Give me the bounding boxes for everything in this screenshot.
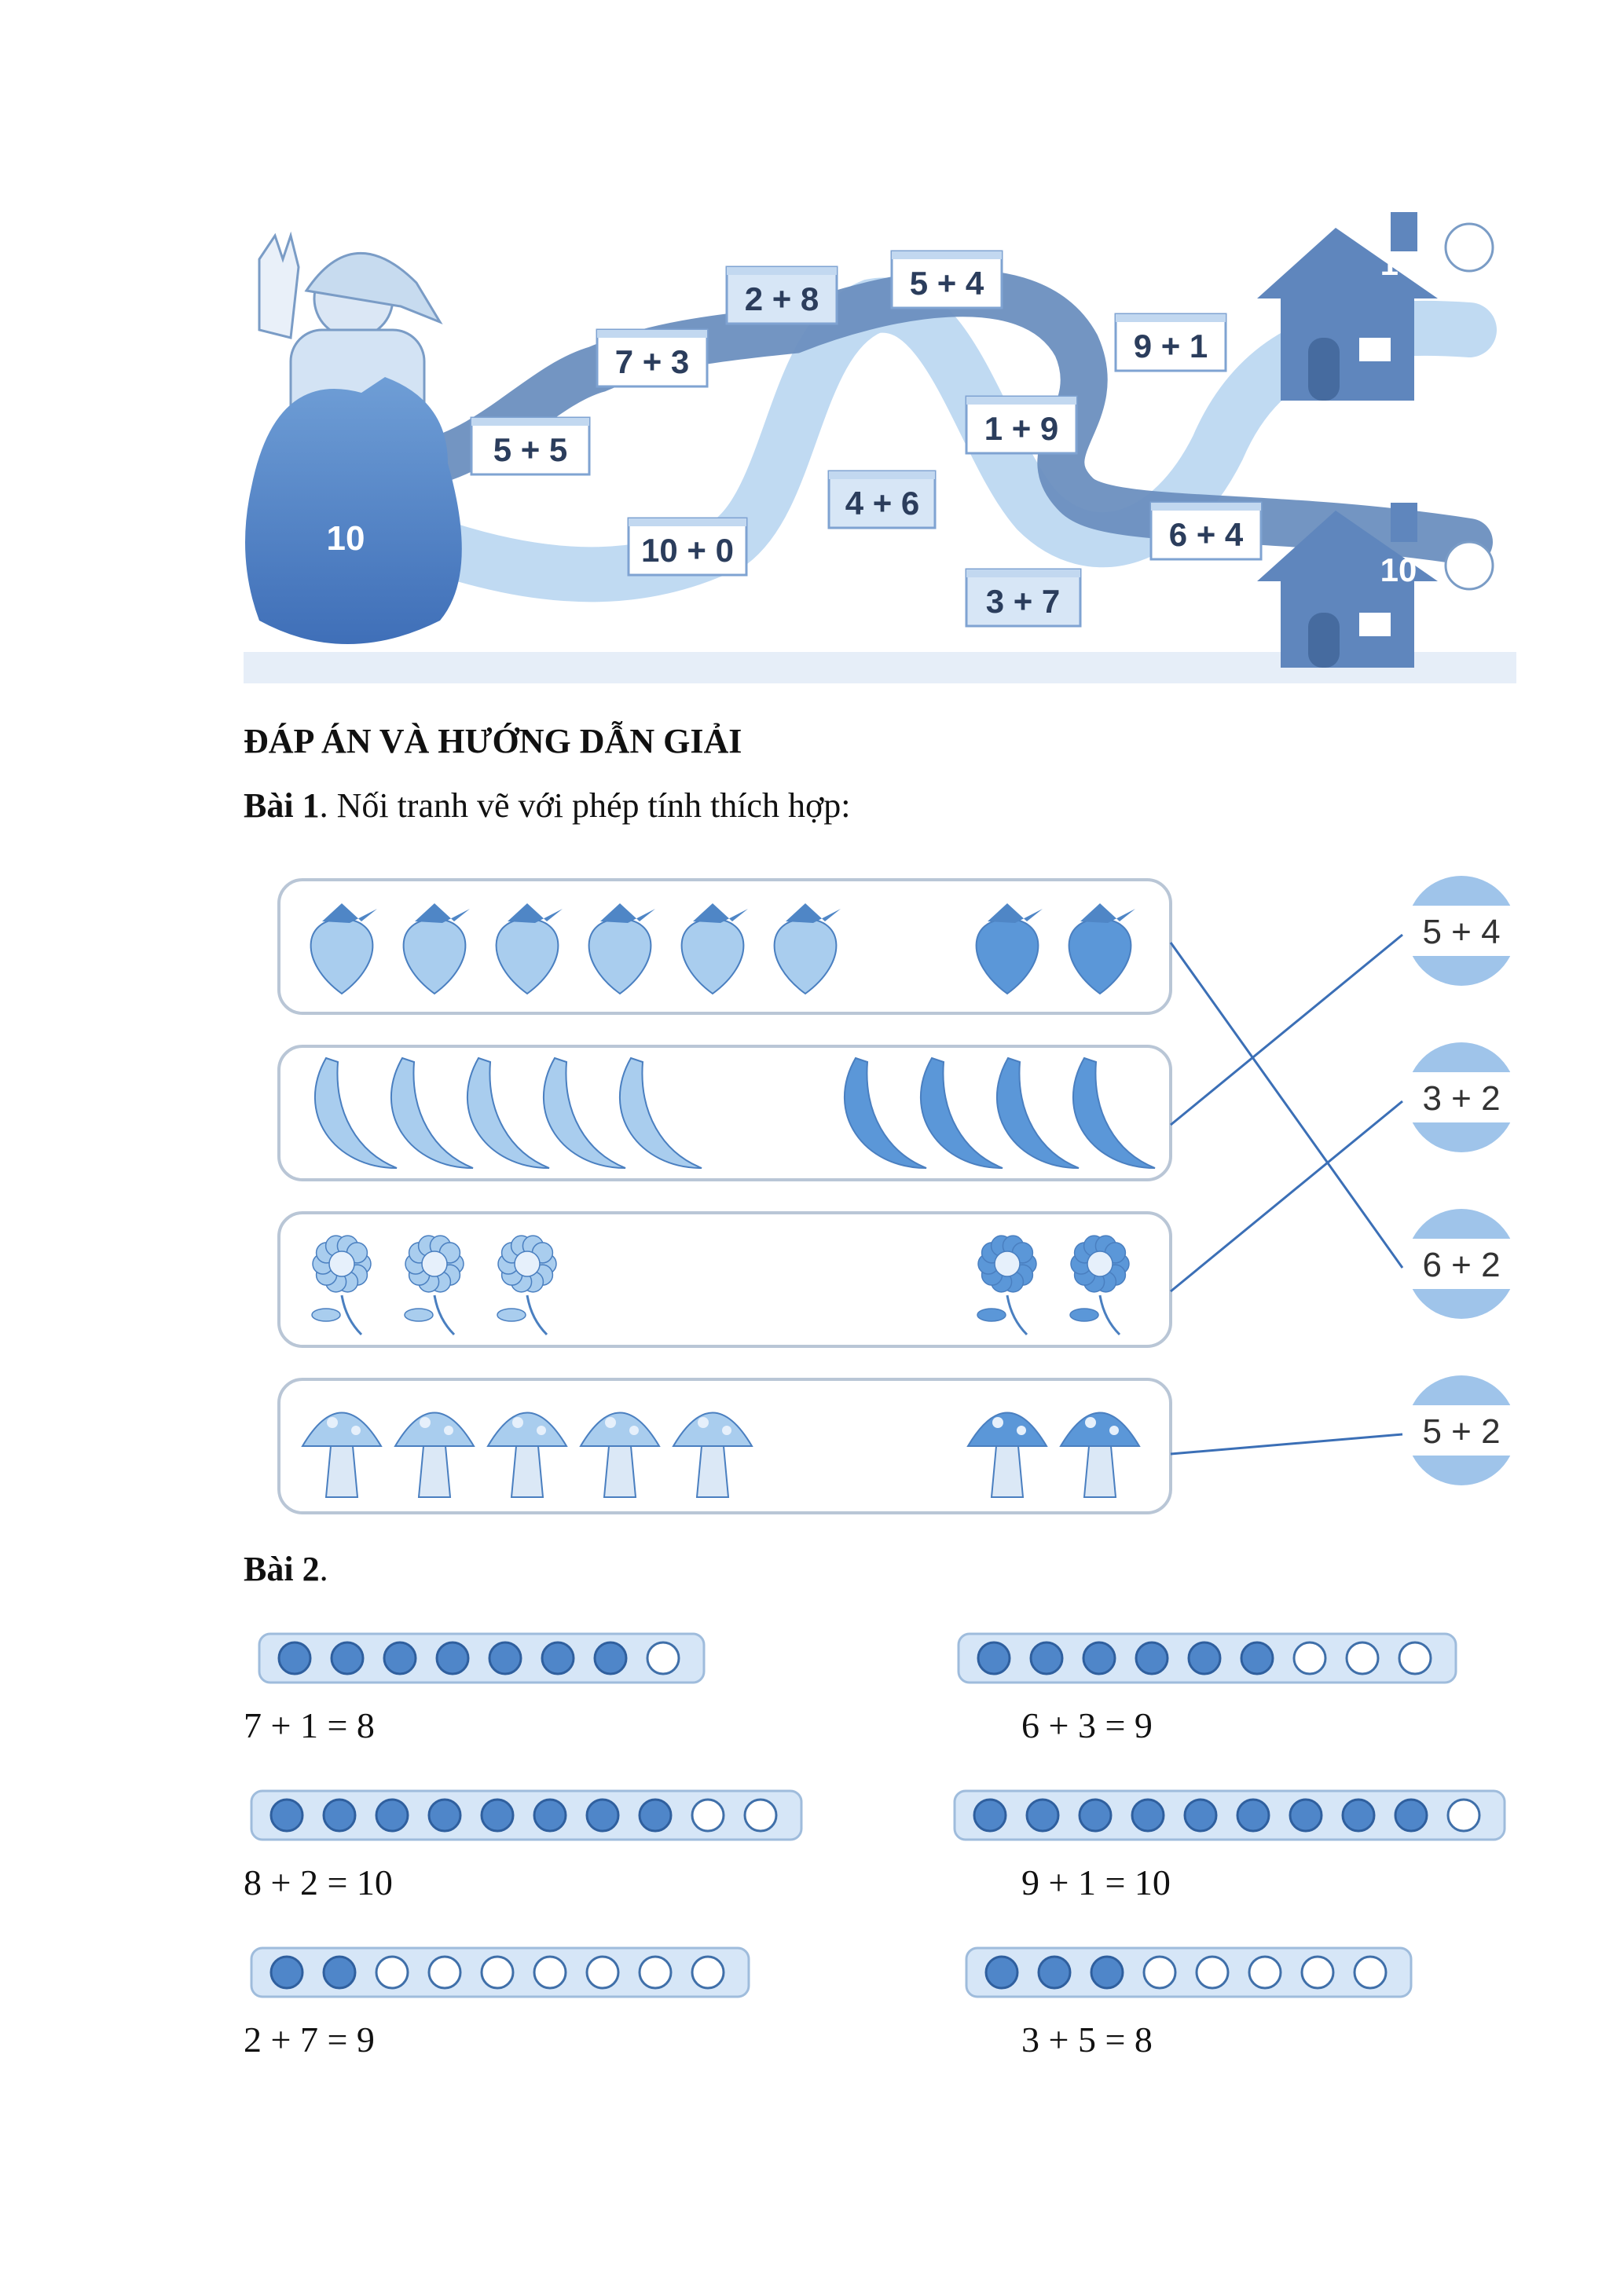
gift-box [892,251,1002,308]
gift-box-label: 4 + 6 [845,485,920,522]
gift-box-label: 1 + 9 [984,410,1059,447]
bead-filled [534,1800,566,1831]
bead-empty [745,1800,776,1831]
gift-box [966,569,1080,626]
gift-box [1116,314,1226,371]
bead-filled [1343,1800,1374,1831]
bead-empty [376,1957,408,1988]
bead-bar [259,1634,704,1683]
bead-empty [647,1642,679,1674]
bead-filled [482,1800,513,1831]
bead-empty [587,1957,618,1988]
bead-bar [966,1948,1411,1997]
bead-empty [429,1957,460,1988]
expression-label: 3 + 2 [1422,1079,1501,1118]
bead-filled [542,1642,574,1674]
equation: 3 + 5 = 8 [1021,2020,1153,2060]
equation: 2 + 7 = 9 [244,2020,375,2060]
bead-filled [332,1642,363,1674]
bead-empty [692,1957,724,1988]
gift-box-label: 9 + 1 [1133,328,1208,364]
bead-empty [692,1800,724,1831]
bead-filled [324,1800,355,1831]
gift-box [829,471,935,528]
bead-bar [955,1791,1505,1840]
bead-bar [251,1948,749,1997]
bead-empty [1399,1642,1431,1674]
bai1-matching-exercise [236,864,1524,1524]
equation: 7 + 1 = 8 [244,1705,375,1745]
maze-illustration [244,212,1516,699]
gift-box [471,418,589,474]
bead-filled [384,1642,416,1674]
bead-filled [1091,1957,1123,1988]
gift-box [966,397,1076,453]
bead-filled [1136,1642,1168,1674]
bai2-suffix: . [319,1550,328,1588]
bead-bar [959,1634,1456,1683]
bai1-label: Bài 1 [244,786,320,825]
bead-empty [534,1957,566,1988]
match-line [1171,935,1402,1125]
bead-filled [986,1957,1017,1988]
bead-filled [437,1642,468,1674]
expression-label: 5 + 2 [1422,1412,1501,1451]
bead-filled [271,1957,302,1988]
match-line [1171,1101,1402,1291]
bead-filled [376,1800,408,1831]
house-bottom-label: 10 [1380,551,1417,588]
bead-empty [1144,1957,1175,1988]
bai2-label: Bài 2 [244,1550,320,1588]
bead-filled [1189,1642,1220,1674]
bead-filled [1290,1800,1322,1831]
gift-box [629,518,746,575]
bead-empty [1249,1957,1281,1988]
bead-filled [1083,1642,1115,1674]
gift-box-label: 10 + 0 [641,532,734,569]
sack-label: 10 [326,519,365,558]
expression-label: 6 + 2 [1422,1246,1501,1284]
bead-filled [1039,1957,1070,1988]
bead-filled [1185,1800,1216,1831]
bead-filled [324,1957,355,1988]
bead-filled [1241,1642,1273,1674]
bai1-instruction-text: . Nối tranh vẽ với phép tính thích hợp: [319,786,851,825]
bead-bar [251,1791,801,1840]
expression-circle[interactable] [1405,1209,1518,1319]
bead-filled [1132,1800,1164,1831]
bead-empty [1294,1642,1325,1674]
bai1-instruction [244,785,850,826]
house-top-label: 10 [1380,245,1417,282]
equation: 6 + 3 = 9 [1021,1705,1153,1745]
bai2-bead-bars [236,1610,1540,2097]
bead-filled [489,1642,521,1674]
sack [245,377,462,644]
gift-box-label: 6 + 4 [1168,516,1244,553]
expression-circle[interactable] [1405,1375,1518,1485]
gift-box [727,267,837,324]
bead-empty [1448,1800,1479,1831]
gift-box-label: 3 + 7 [985,583,1061,620]
bai2-heading [244,1549,328,1589]
gift-box [1151,503,1261,559]
bead-empty [640,1957,671,1988]
bead-filled [595,1642,626,1674]
gift-box-label: 7 + 3 [614,343,690,380]
bead-filled [587,1800,618,1831]
gift-box-label: 5 + 5 [493,431,568,468]
bead-empty [1197,1957,1228,1988]
equation: 9 + 1 = 10 [1021,1862,1171,1902]
gift-box-label: 5 + 4 [909,265,984,302]
bead-empty [1302,1957,1333,1988]
match-line [1171,943,1402,1268]
equation: 8 + 2 = 10 [244,1862,393,1902]
bead-filled [1237,1800,1269,1831]
bead-filled [271,1800,302,1831]
expression-label: 5 + 4 [1422,913,1501,951]
match-line [1171,1434,1402,1454]
expression-circle[interactable] [1405,876,1518,986]
bead-empty [1355,1957,1386,1988]
bead-filled [1395,1800,1427,1831]
bead-empty [1347,1642,1378,1674]
gift-box-label: 2 + 8 [744,280,819,317]
bead-filled [978,1642,1010,1674]
bead-filled [640,1800,671,1831]
section-title: ĐÁP ÁN VÀ HƯỚNG DẪN GIẢI [244,722,742,760]
bead-filled [1080,1800,1111,1831]
bead-filled [279,1642,310,1674]
bead-filled [974,1800,1006,1831]
bead-filled [1027,1800,1058,1831]
bead-filled [429,1800,460,1831]
bead-filled [1031,1642,1062,1674]
expression-circle[interactable] [1405,1042,1518,1152]
gift-box [597,330,707,386]
bead-empty [482,1957,513,1988]
